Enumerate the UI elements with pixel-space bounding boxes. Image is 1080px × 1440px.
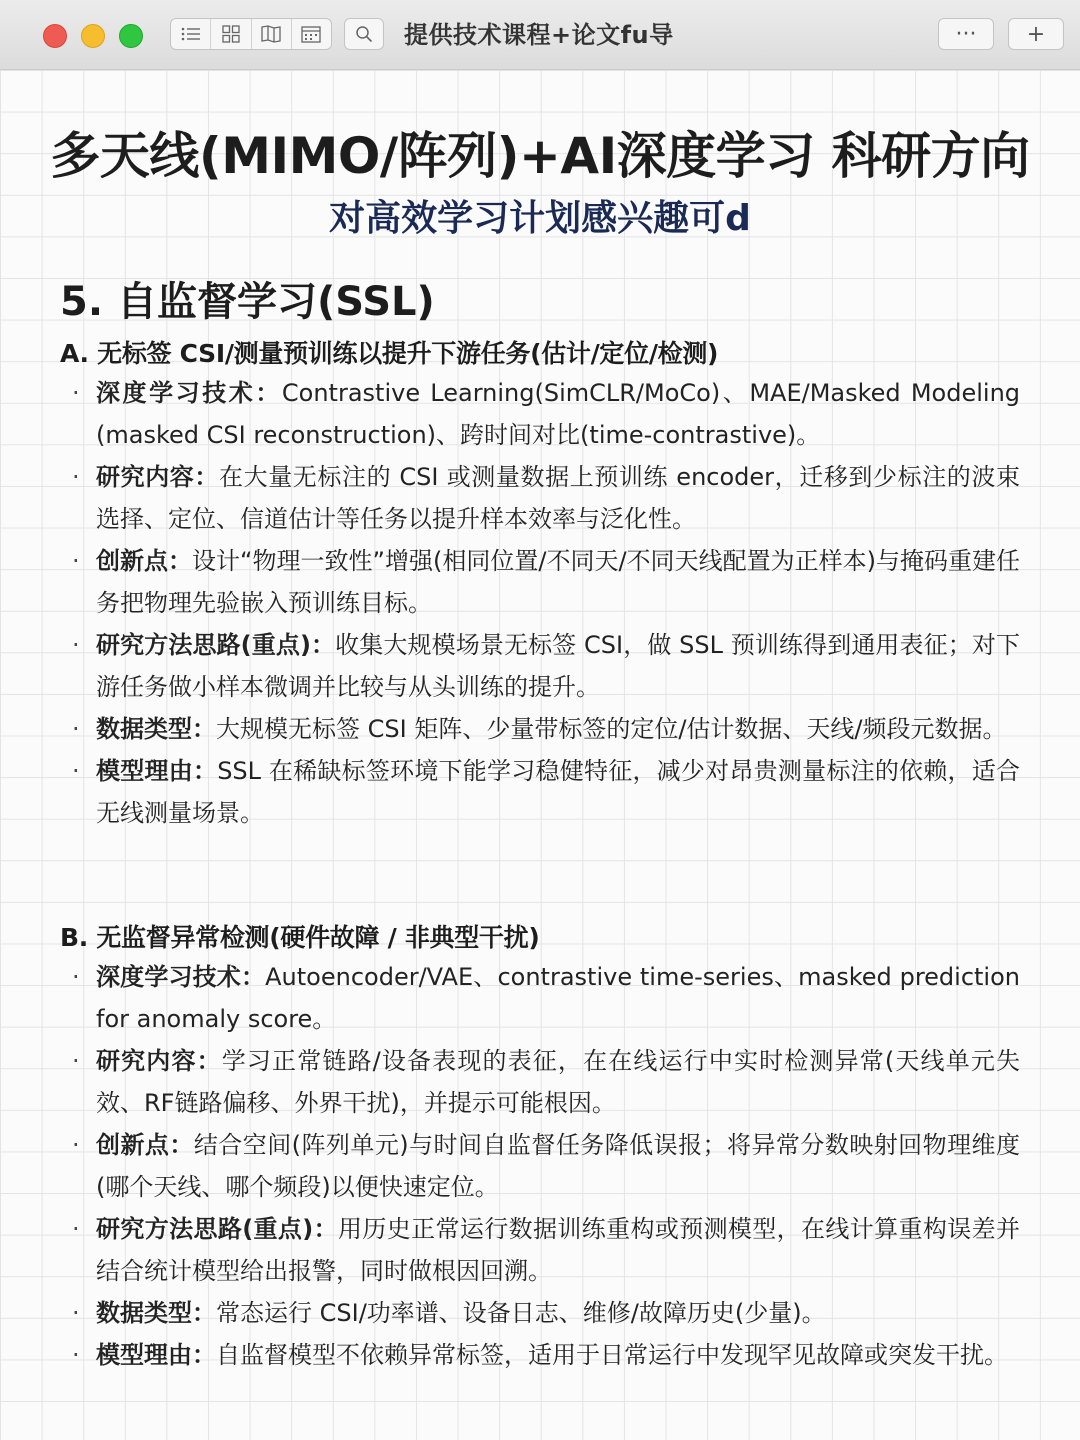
bullet-icon: · <box>72 1131 80 1159</box>
item-label: 研究方法思路(重点)： <box>96 631 336 659</box>
subtitle-banner <box>0 190 1080 241</box>
add-note-button[interactable]: + <box>1008 18 1064 50</box>
note-canvas <box>0 70 1080 1440</box>
item-label: 模型理由： <box>96 757 218 785</box>
part-a-list <box>60 372 1020 834</box>
item-text: Contrastive Learning(SimCLR/MoCo)、MAE/Masked Modeling (masked CSI reconstruction)、跨时间对比(time-contrastive)。 <box>96 379 1021 449</box>
item-text: SSL 在稀缺标签环境下能学习稳健特征，减少对昂贵测量标注的依赖，适合无线测量场景。 <box>96 757 1021 827</box>
calendar-icon <box>301 25 321 43</box>
list-item <box>60 1124 1020 1208</box>
list-view-button[interactable] <box>171 19 211 49</box>
bullet-icon: · <box>72 1215 80 1243</box>
bullet-icon: · <box>72 1047 80 1075</box>
item-label: 数据类型： <box>96 1299 216 1327</box>
list-item <box>60 372 1020 456</box>
item-text: 结合空间(阵列单元)与时间自监督任务降低误报；将异常分数映射回物理维度(哪个天线、哪个频段)以便快速定位。 <box>96 1131 1021 1201</box>
item-text: 自监督模型不依赖异常标签，适用于日常运行中发现罕见故障或突发干扰。 <box>216 1341 1008 1369</box>
book-view-button[interactable] <box>252 19 292 49</box>
list-item <box>60 540 1020 624</box>
item-label: 深度学习技术： <box>96 379 282 407</box>
item-label: 数据类型： <box>96 715 216 743</box>
part-b-list <box>60 956 1020 1376</box>
part-a-heading: A. 无标签 CSI/测量预训练以提升下游任务(估计/定位/检测) <box>60 339 719 368</box>
window-titlebar <box>0 0 1080 70</box>
part-b-heading: B. 无监督异常检测(硬件故障 / 非典型干扰) <box>60 923 540 952</box>
list-item <box>60 624 1020 708</box>
list-item <box>60 1208 1020 1292</box>
item-text: Autoencoder/VAE、contrastive time-series、masked prediction for anomaly score。 <box>96 963 1020 1033</box>
item-text: 在大量无标注的 CSI 或测量数据上预训练 encoder，迁移到少标注的波束选择、定位、信道估计等任务以提升样本效率与泛化性。 <box>96 463 1021 533</box>
item-label: 研究内容： <box>96 463 219 491</box>
zoom-window-button[interactable] <box>119 24 143 48</box>
list-item <box>60 1292 1020 1334</box>
subtitle-text: 对高效学习计划感兴趣可d <box>329 198 751 239</box>
book-icon <box>261 25 281 43</box>
subtitle-highlight <box>319 190 761 241</box>
list-item <box>60 1334 1020 1376</box>
bullet-icon: · <box>72 1299 80 1327</box>
item-text: 用历史正常运行数据训练重构或预测模型，在线计算重构误差并结合统计模型给出报警，同时做根因回溯。 <box>96 1215 1021 1285</box>
section-heading: 5. 自监督学习(SSL) <box>60 279 435 325</box>
search-button[interactable] <box>344 18 384 50</box>
bullet-icon: · <box>72 547 80 575</box>
list-item <box>60 956 1020 1040</box>
more-options-button[interactable]: ··· <box>938 18 994 50</box>
page-title: 多天线(MIMO/阵列)+AI深度学习 科研方向 <box>50 127 1030 185</box>
grid-view-button[interactable] <box>211 19 251 49</box>
item-label: 模型理由： <box>96 1341 216 1369</box>
item-text: 收集大规模场景无标签 CSI，做 SSL 预训练得到通用表征；对下游任务做小样本微调并比较与从头训练的提升。 <box>96 631 1020 701</box>
view-mode-toolbar <box>170 18 332 50</box>
bullet-icon: · <box>72 963 80 991</box>
bullet-icon: · <box>72 631 80 659</box>
item-label: 研究内容： <box>96 1047 222 1075</box>
item-text: 大规模无标签 CSI 矩阵、少量带标签的定位/估计数据、天线/频段元数据。 <box>216 715 1007 743</box>
bullet-icon: · <box>72 463 80 491</box>
grid-icon <box>222 25 240 43</box>
list-item <box>60 1040 1020 1124</box>
minimize-window-button[interactable] <box>81 24 105 48</box>
item-label: 研究方法思路(重点)： <box>96 1215 339 1243</box>
bullet-icon: · <box>72 757 80 785</box>
list-item <box>60 456 1020 540</box>
bullet-icon: · <box>72 1341 80 1369</box>
search-icon <box>355 25 373 43</box>
item-text: 常态运行 CSI/功率谱、设备日志、维修/故障历史(少量)。 <box>216 1299 826 1327</box>
item-label: 深度学习技术： <box>96 963 266 991</box>
bullet-icon: · <box>72 379 80 407</box>
bullet-icon: · <box>72 715 80 743</box>
window-title: 提供技术课程+论文fu导 <box>404 21 674 49</box>
calendar-view-button[interactable] <box>292 19 331 49</box>
item-label: 创新点： <box>96 547 193 575</box>
item-text: 学习正常链路/设备表现的表征，在在线运行中实时检测异常(天线单元失效、RF链路偏移、外界干扰)，并提示可能根因。 <box>96 1047 1020 1117</box>
item-label: 创新点： <box>96 1131 194 1159</box>
item-text: 设计“物理一致性”增强(相同位置/不同天/不同天线配置为正样本)与掩码重建任务把物理先验嵌入预训练目标。 <box>96 547 1021 617</box>
list-item <box>60 750 1020 834</box>
list-icon <box>181 26 201 42</box>
close-window-button[interactable] <box>43 24 67 48</box>
list-item <box>60 708 1020 750</box>
